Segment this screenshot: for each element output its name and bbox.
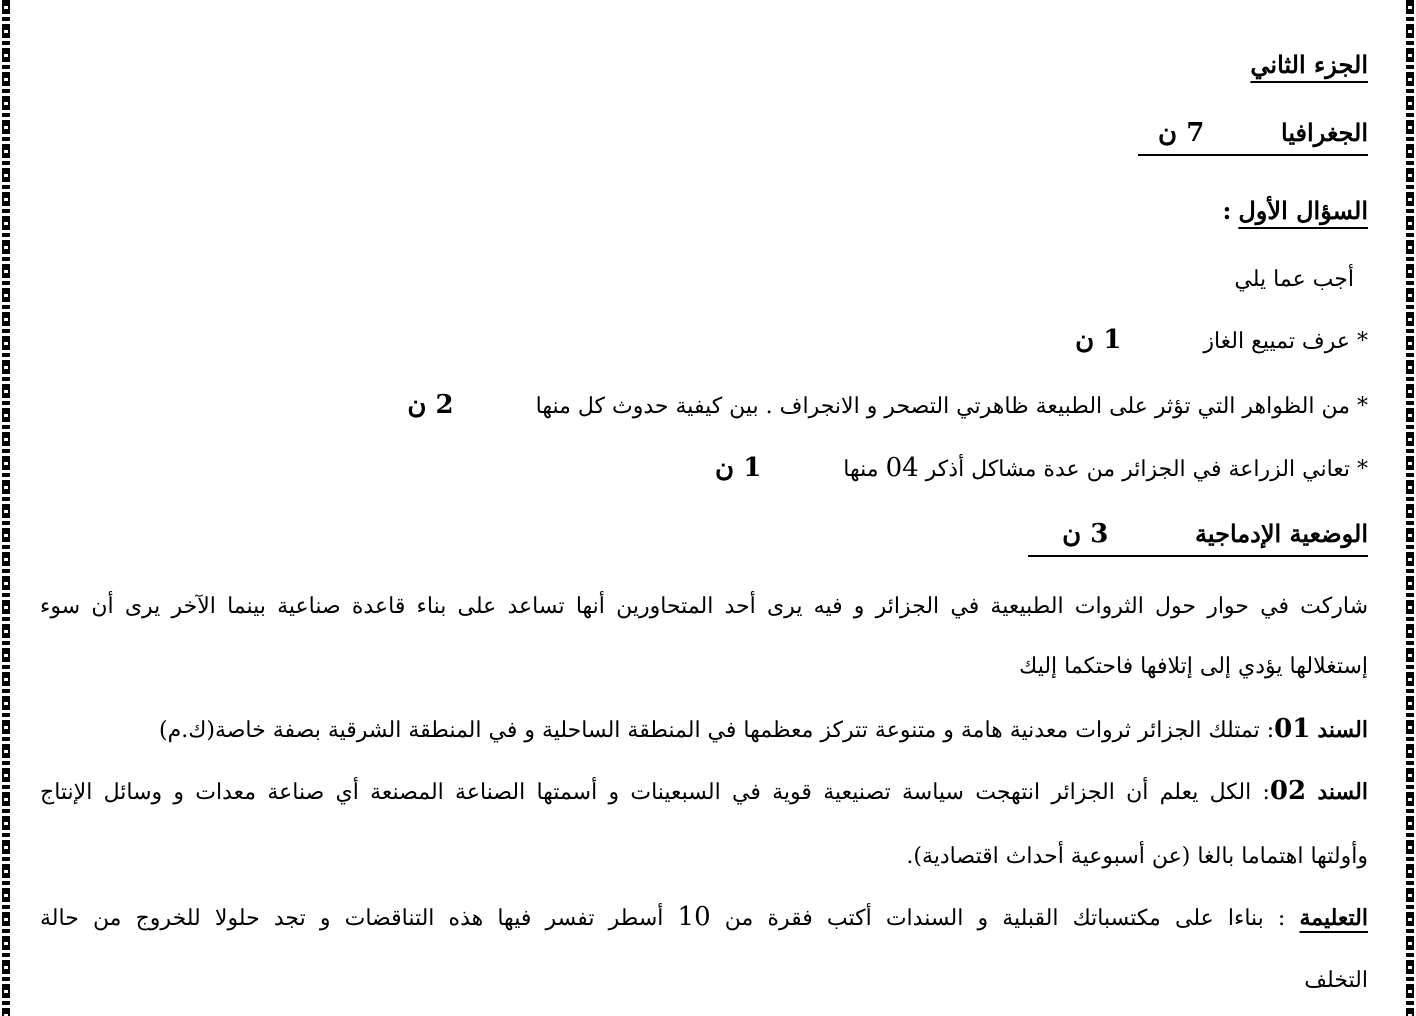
task-text-a: : بناءا على مكتسباتك القبلية و السندات أكتب فقرة من bbox=[724, 906, 1300, 931]
document-2-label: السند bbox=[1317, 779, 1368, 805]
question-1-colon: : bbox=[1222, 196, 1232, 225]
document-1-label: السند bbox=[1317, 717, 1368, 743]
scenario-line-1: شاركت في حوار حول الثروات الطبيعية في الجزائر و فيه يرى أحد المتحاورين أنها تساعد على بناء قاعدة صناعية بينما الآخر يرى أن سوء bbox=[40, 594, 1368, 619]
task-label: التعليمة bbox=[1299, 905, 1368, 931]
question-item-1-text: * عرف تمييع الغاز bbox=[1203, 329, 1368, 354]
document-1-number: 01 bbox=[1274, 714, 1311, 744]
question-item-2 bbox=[407, 390, 1368, 422]
document-1-text: : تمتلك الجزائر ثروات معدنية هامة و متنوعة تتركز معظمها في المنطقة الساحلية و في المنطقة الشرقية بصفة خاصة(ك.م) bbox=[159, 718, 1275, 743]
document-2-line-2: وأولتها اهتماما بالغا (عن أسبوعية أحداث اقتصادية). bbox=[906, 844, 1368, 869]
question-item-3-number: 04 bbox=[885, 453, 919, 483]
geography-points: 7 ن bbox=[1158, 118, 1205, 148]
right-border-decoration bbox=[1406, 0, 1414, 1016]
left-border-decoration bbox=[2, 0, 10, 1016]
task-number: 10 bbox=[677, 902, 711, 932]
instruction-intro: أجب عما يلي bbox=[1234, 267, 1354, 292]
question-1-heading bbox=[1223, 196, 1369, 228]
integrative-title: الوضعية الإدماجية bbox=[1195, 519, 1368, 548]
question-item-1 bbox=[1075, 325, 1368, 357]
part-title: الجزء الثاني bbox=[1250, 50, 1368, 79]
document-2-number: 02 bbox=[1269, 776, 1307, 806]
question-1-title: السؤال الأول bbox=[1238, 196, 1368, 225]
question-item-2-points: 2 ن bbox=[407, 390, 454, 420]
task-line-1 bbox=[40, 902, 1368, 934]
geography-heading bbox=[1138, 116, 1368, 156]
document-2-text: : الكل يعلم أن الجزائر انتهجت سياسة تصنيعية قوية في السبعينات و أسمتها الصناعة المصنعة أي صناعة معدات و وسائل الإنتاج bbox=[40, 780, 1270, 805]
document-1 bbox=[159, 714, 1368, 746]
question-item-3 bbox=[715, 453, 1368, 485]
task-text-b: أسطر تفسر فيها هذه التناقضات و تجد حلولا للخروج من حالة bbox=[40, 906, 664, 931]
integrative-heading bbox=[1028, 517, 1368, 557]
question-item-1-points: 1 ن bbox=[1075, 325, 1122, 355]
question-item-3-points: 1 ن bbox=[715, 453, 762, 483]
document-2-line-1 bbox=[40, 776, 1368, 808]
question-item-3-text-a: * تعاني الزراعة في الجزائر من عدة مشاكل أذكر bbox=[925, 457, 1368, 482]
question-item-3-text-b: منها bbox=[843, 457, 879, 482]
scenario-line-2: إستغلالها يؤدي إلى إتلافها فاحتكما إليك bbox=[1019, 654, 1368, 679]
question-item-2-text: * من الظواهر التي تؤثر على الطبيعة ظاهرتي التصحر و الانجراف . بين كيفية حدوث كل منها bbox=[535, 394, 1368, 419]
geography-title: الجغرافيا bbox=[1281, 118, 1368, 147]
integrative-points: 3 ن bbox=[1062, 519, 1109, 549]
exam-page bbox=[40, 0, 1368, 1016]
task-line-2: التخلف bbox=[1304, 968, 1368, 993]
